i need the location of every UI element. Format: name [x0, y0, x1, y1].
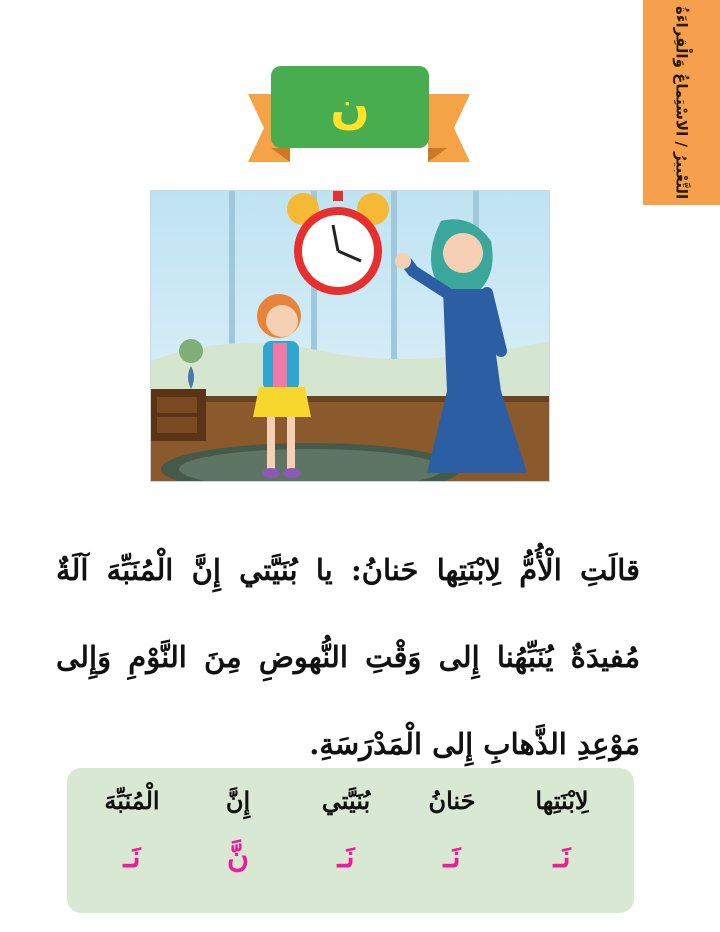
letter-header	[248, 66, 470, 166]
vocab-letter-mark: نَـ	[443, 840, 461, 875]
vocab-letter-mark: نَـ	[553, 840, 571, 875]
vocab-letter-mark: نَّ	[226, 840, 250, 875]
vocab-word: بُنَيَّتي	[321, 786, 371, 815]
vocabulary-box	[67, 768, 634, 913]
vocab-letter-mark: نَـ	[337, 840, 355, 875]
vocab-word: إِنَّ	[225, 786, 251, 815]
section-tab	[643, 0, 720, 205]
vocab-word: لِابْنَتِها	[535, 786, 589, 815]
story-paragraph: قالَتِ الْأُمُّ لِابْنَتِها حَنانُ: يا بُنَيَّتي إِنَّ الْمُنَبِّهَ آلَةٌ مُفيدَةٌ يُنَبِّهُنا إِلى وَقْتِ النُّهوضِ مِنَ النَّوْمِ وَإِلى مَوْعِدِ الذَّهابِ إِلى الْمَدْرَسَةِ.	[56, 553, 640, 761]
vocab-word: حَنانُ	[428, 786, 476, 815]
letter-badge	[271, 66, 429, 148]
letter-title: ن	[330, 80, 370, 134]
vocab-letter-mark: نَـ	[123, 840, 141, 875]
story-illustration	[150, 190, 550, 482]
section-tab-label: التَّعْبيرُ / الاسْتِماعُ وَالْقِراءَةُ	[672, 5, 691, 200]
vocab-word: الْمُنَبِّهَ	[104, 786, 160, 815]
illustration-image	[151, 191, 550, 482]
